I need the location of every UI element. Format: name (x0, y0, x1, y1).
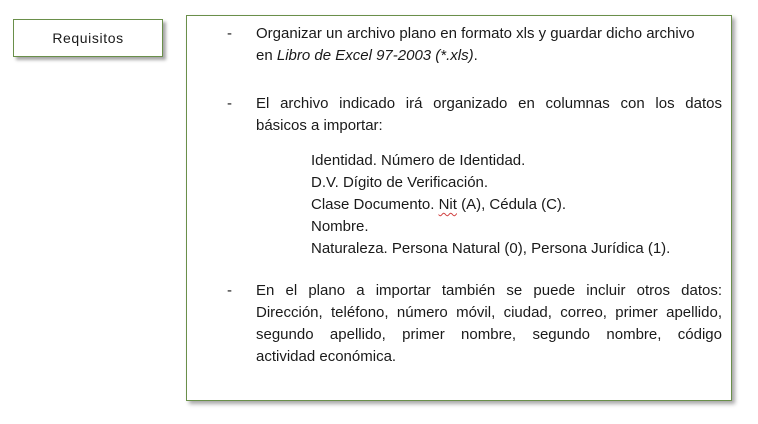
item-2-line-1: El archivo indicado irá organizado en columnas con los datos (256, 95, 722, 112)
field-clase-documento (311, 194, 670, 216)
import-fields-list (311, 150, 670, 260)
list-dash: - (227, 282, 232, 299)
field-nombre: Nombre. (311, 218, 369, 235)
item-1-line-2-prefix: en (256, 47, 277, 64)
item-3-line-4: actividad económica. (256, 348, 397, 365)
requisitos-label (13, 19, 163, 57)
field-identidad: Identidad. Número de Identidad. (311, 152, 526, 169)
requisitos-label-text: Requisitos (52, 30, 124, 46)
item-3-line-1: En el plano a importar también se puede incluir otros datos: (256, 282, 722, 299)
field-naturaleza: Naturaleza. Persona Natural (0), Persona Jurídica (1). (311, 240, 671, 257)
field-clase-suffix: (A), Cédula (C). (456, 196, 567, 213)
item-3-line-2: Dirección, teléfono, número móvil, ciudad, correo, primer apellido, (256, 304, 722, 321)
field-dv: D.V. Dígito de Verificación. (311, 174, 489, 191)
field-clase-prefix: Clase Documento. (311, 196, 439, 213)
list-item-text (256, 280, 722, 368)
item-1-line-2-suffix: . (473, 47, 478, 64)
field-nit: Nit (438, 196, 457, 213)
list-dash: - (227, 95, 232, 112)
item-1-line-2 (256, 45, 722, 67)
list-item-text (256, 23, 722, 67)
excel-format-name: Libro de Excel 97-2003 (*.xls) (276, 47, 474, 64)
item-1-line-1: Organizar un archivo plano en formato xls y guardar dicho archivo (256, 25, 695, 42)
item-2-line-2: básicos a importar: (256, 117, 383, 134)
list-item-text (256, 93, 722, 137)
list-dash: - (227, 25, 232, 42)
item-3-line-3: segundo apellido, primer nombre, segundo nombre, código (256, 326, 722, 343)
requirements-content-box (186, 15, 732, 401)
